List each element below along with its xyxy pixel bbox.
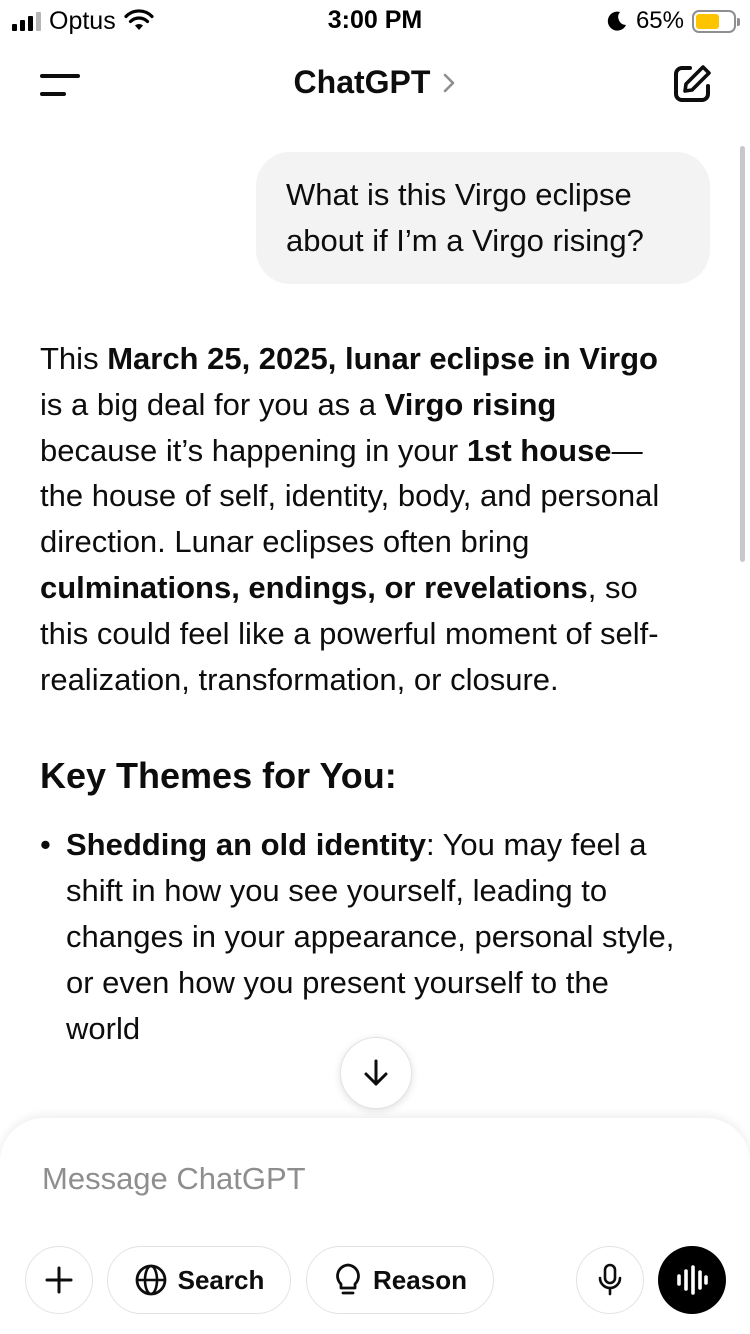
- do-not-disturb-moon-icon: [606, 10, 628, 32]
- assistant-message: [40, 336, 680, 1051]
- page-title: ChatGPT: [293, 64, 431, 100]
- bold-text-run: 1st house: [466, 432, 612, 468]
- top-navigation-bar: [0, 42, 750, 128]
- text-run: This: [40, 341, 108, 376]
- status-right: [606, 6, 736, 36]
- section-heading: Key Themes for You:: [40, 755, 397, 797]
- search-button-label: Search: [177, 1264, 265, 1295]
- lightbulb-icon: [333, 1262, 363, 1298]
- status-time: 3:00 PM: [327, 6, 423, 34]
- new-chat-compose-icon[interactable]: [670, 62, 714, 106]
- battery-percent: 65%: [635, 7, 684, 34]
- themes-list: [40, 822, 680, 1051]
- waveform-icon: [675, 1265, 709, 1295]
- scroll-to-bottom-button[interactable]: [340, 1037, 412, 1109]
- user-message-text: What is this Virgo eclipse about if I’m a Virgo rising?: [286, 177, 644, 258]
- search-button[interactable]: [107, 1246, 291, 1314]
- arrow-down-icon: [361, 1058, 391, 1088]
- status-bar: [0, 0, 750, 42]
- microphone-icon: [597, 1263, 623, 1297]
- attach-button[interactable]: [25, 1246, 93, 1314]
- scroll-indicator[interactable]: [740, 146, 745, 562]
- bold-text-run: March 25, 2025, lunar eclipse in Virgo: [107, 341, 658, 376]
- chevron-right-icon: [442, 72, 456, 94]
- list-item-title: Shedding an old identity: [66, 827, 426, 863]
- message-input[interactable]: [42, 1154, 702, 1204]
- list-item-text: : You may feel a shift in how you see yourself, leading to changes in your appearance, personal style, or even how you present yourself to the world: [66, 827, 675, 1046]
- model-selector[interactable]: [0, 64, 750, 101]
- dictate-button[interactable]: [576, 1246, 644, 1314]
- reason-button[interactable]: [306, 1246, 494, 1314]
- assistant-paragraph: [40, 336, 680, 702]
- bold-text-run: Virgo rising: [384, 386, 557, 422]
- user-message-bubble: [256, 152, 710, 284]
- battery-icon: [692, 10, 736, 33]
- bullet: •: [40, 827, 51, 863]
- reason-button-label: Reason: [373, 1264, 467, 1295]
- message-composer: [0, 1118, 750, 1334]
- carrier-name: Optus: [49, 6, 116, 35]
- text-run: , so this could feel like a powerful moment of self-realization, transformation, or closure.: [40, 569, 659, 697]
- bold-text-run: culminations, endings, or revelations: [40, 569, 588, 605]
- list-item: [40, 822, 680, 1051]
- globe-icon: [134, 1263, 168, 1297]
- text-run: is a big deal for you as a: [40, 386, 385, 422]
- voice-mode-button[interactable]: [658, 1246, 726, 1314]
- text-run: —the house of self, identity, body, and personal direction. Lunar eclipses often bring: [40, 432, 660, 560]
- battery-level-fill: [696, 14, 719, 29]
- plus-icon: [44, 1265, 74, 1295]
- text-run: because it’s happening in your: [40, 432, 467, 468]
